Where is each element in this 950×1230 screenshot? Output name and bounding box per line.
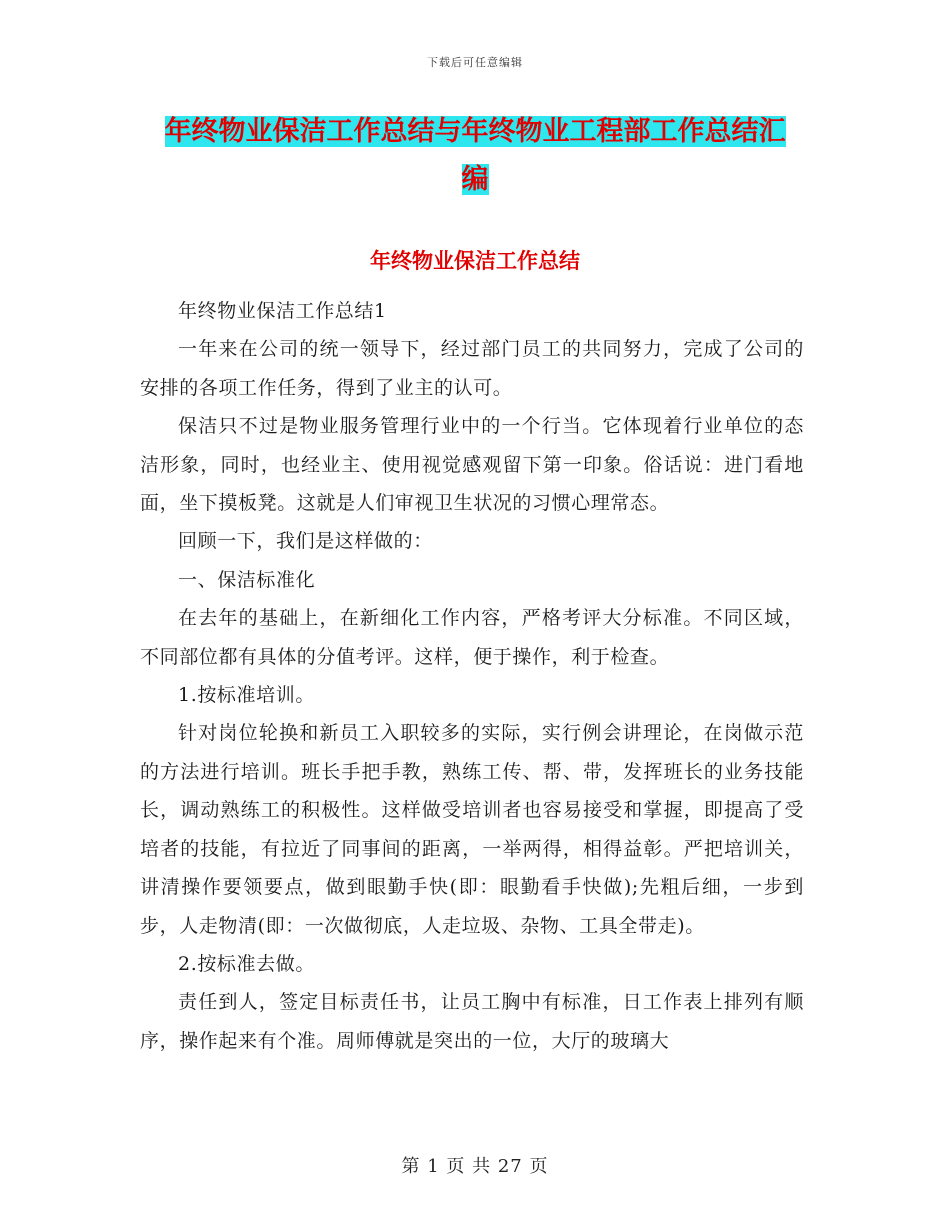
- paragraph: 保洁只不过是物业服务管理行业中的一个行当。它体现着行业单位的态洁形象，同时，也经业主、使用视觉感观留下第一印象。俗话说：进门看地面，坐下摸板凳。这就是人们审视卫生状况的习惯心理常态。: [140, 415, 804, 515]
- document-title-line-2: 编: [461, 164, 489, 195]
- paragraph: 2.按标准去做。: [178, 952, 315, 975]
- page-header-note: 下载后可任意编辑: [427, 56, 523, 69]
- paragraph: 年终物业保洁工作总结1: [178, 300, 387, 322]
- paragraph: 针对岗位轮换和新员工入职较多的实际，实行例会讲理论，在岗做示范的方法进行培训。班长手把手教，熟练工传、帮、带，发挥班长的业务技能长，调动熟练工的积极性。这样做受培训者也容易接受和掌握，即提高了受培者的技能，有拉近了同事间的距离，一举两得，相得益彰。严把培训关，讲清操作要领要点，做到眼勤手快(即：眼勤看手快做);先粗后细，一步到步，人走物清(即：一次做彻底，人走垃圾、杂物、工具全带走)。: [140, 722, 804, 937]
- paragraph: 在去年的基础上，在新细化工作内容，严格考评大分标准。不同区域，不同部位都有具体的分值考评。这样，便于操作，利于检查。: [140, 607, 804, 668]
- page-number: 第 1 页 共 27 页: [401, 1156, 549, 1177]
- paragraph: 一年来在公司的统一领导下，经过部门员工的共同努力，完成了公司的安排的各项工作任务，得到了业主的认可。: [140, 338, 804, 399]
- paragraph: 责任到人，签定目标责任书，让员工胸中有标准，日工作表上排列有顺序，操作起来有个准。周师傅就是突出的一位，大厅的玻璃大: [140, 991, 804, 1052]
- paragraph: 回顾一下，我们是这样做的：: [178, 530, 433, 553]
- document-title: [140, 108, 810, 204]
- paragraph: 一、保洁标准化: [178, 568, 316, 591]
- document-title-line-1: 年终物业保洁工作总结与年终物业工程部工作总结汇: [164, 116, 786, 147]
- paragraph: 1.按标准培训。: [178, 684, 315, 707]
- body-text: [140, 292, 804, 1060]
- section-heading: 年终物业保洁工作总结: [370, 249, 580, 273]
